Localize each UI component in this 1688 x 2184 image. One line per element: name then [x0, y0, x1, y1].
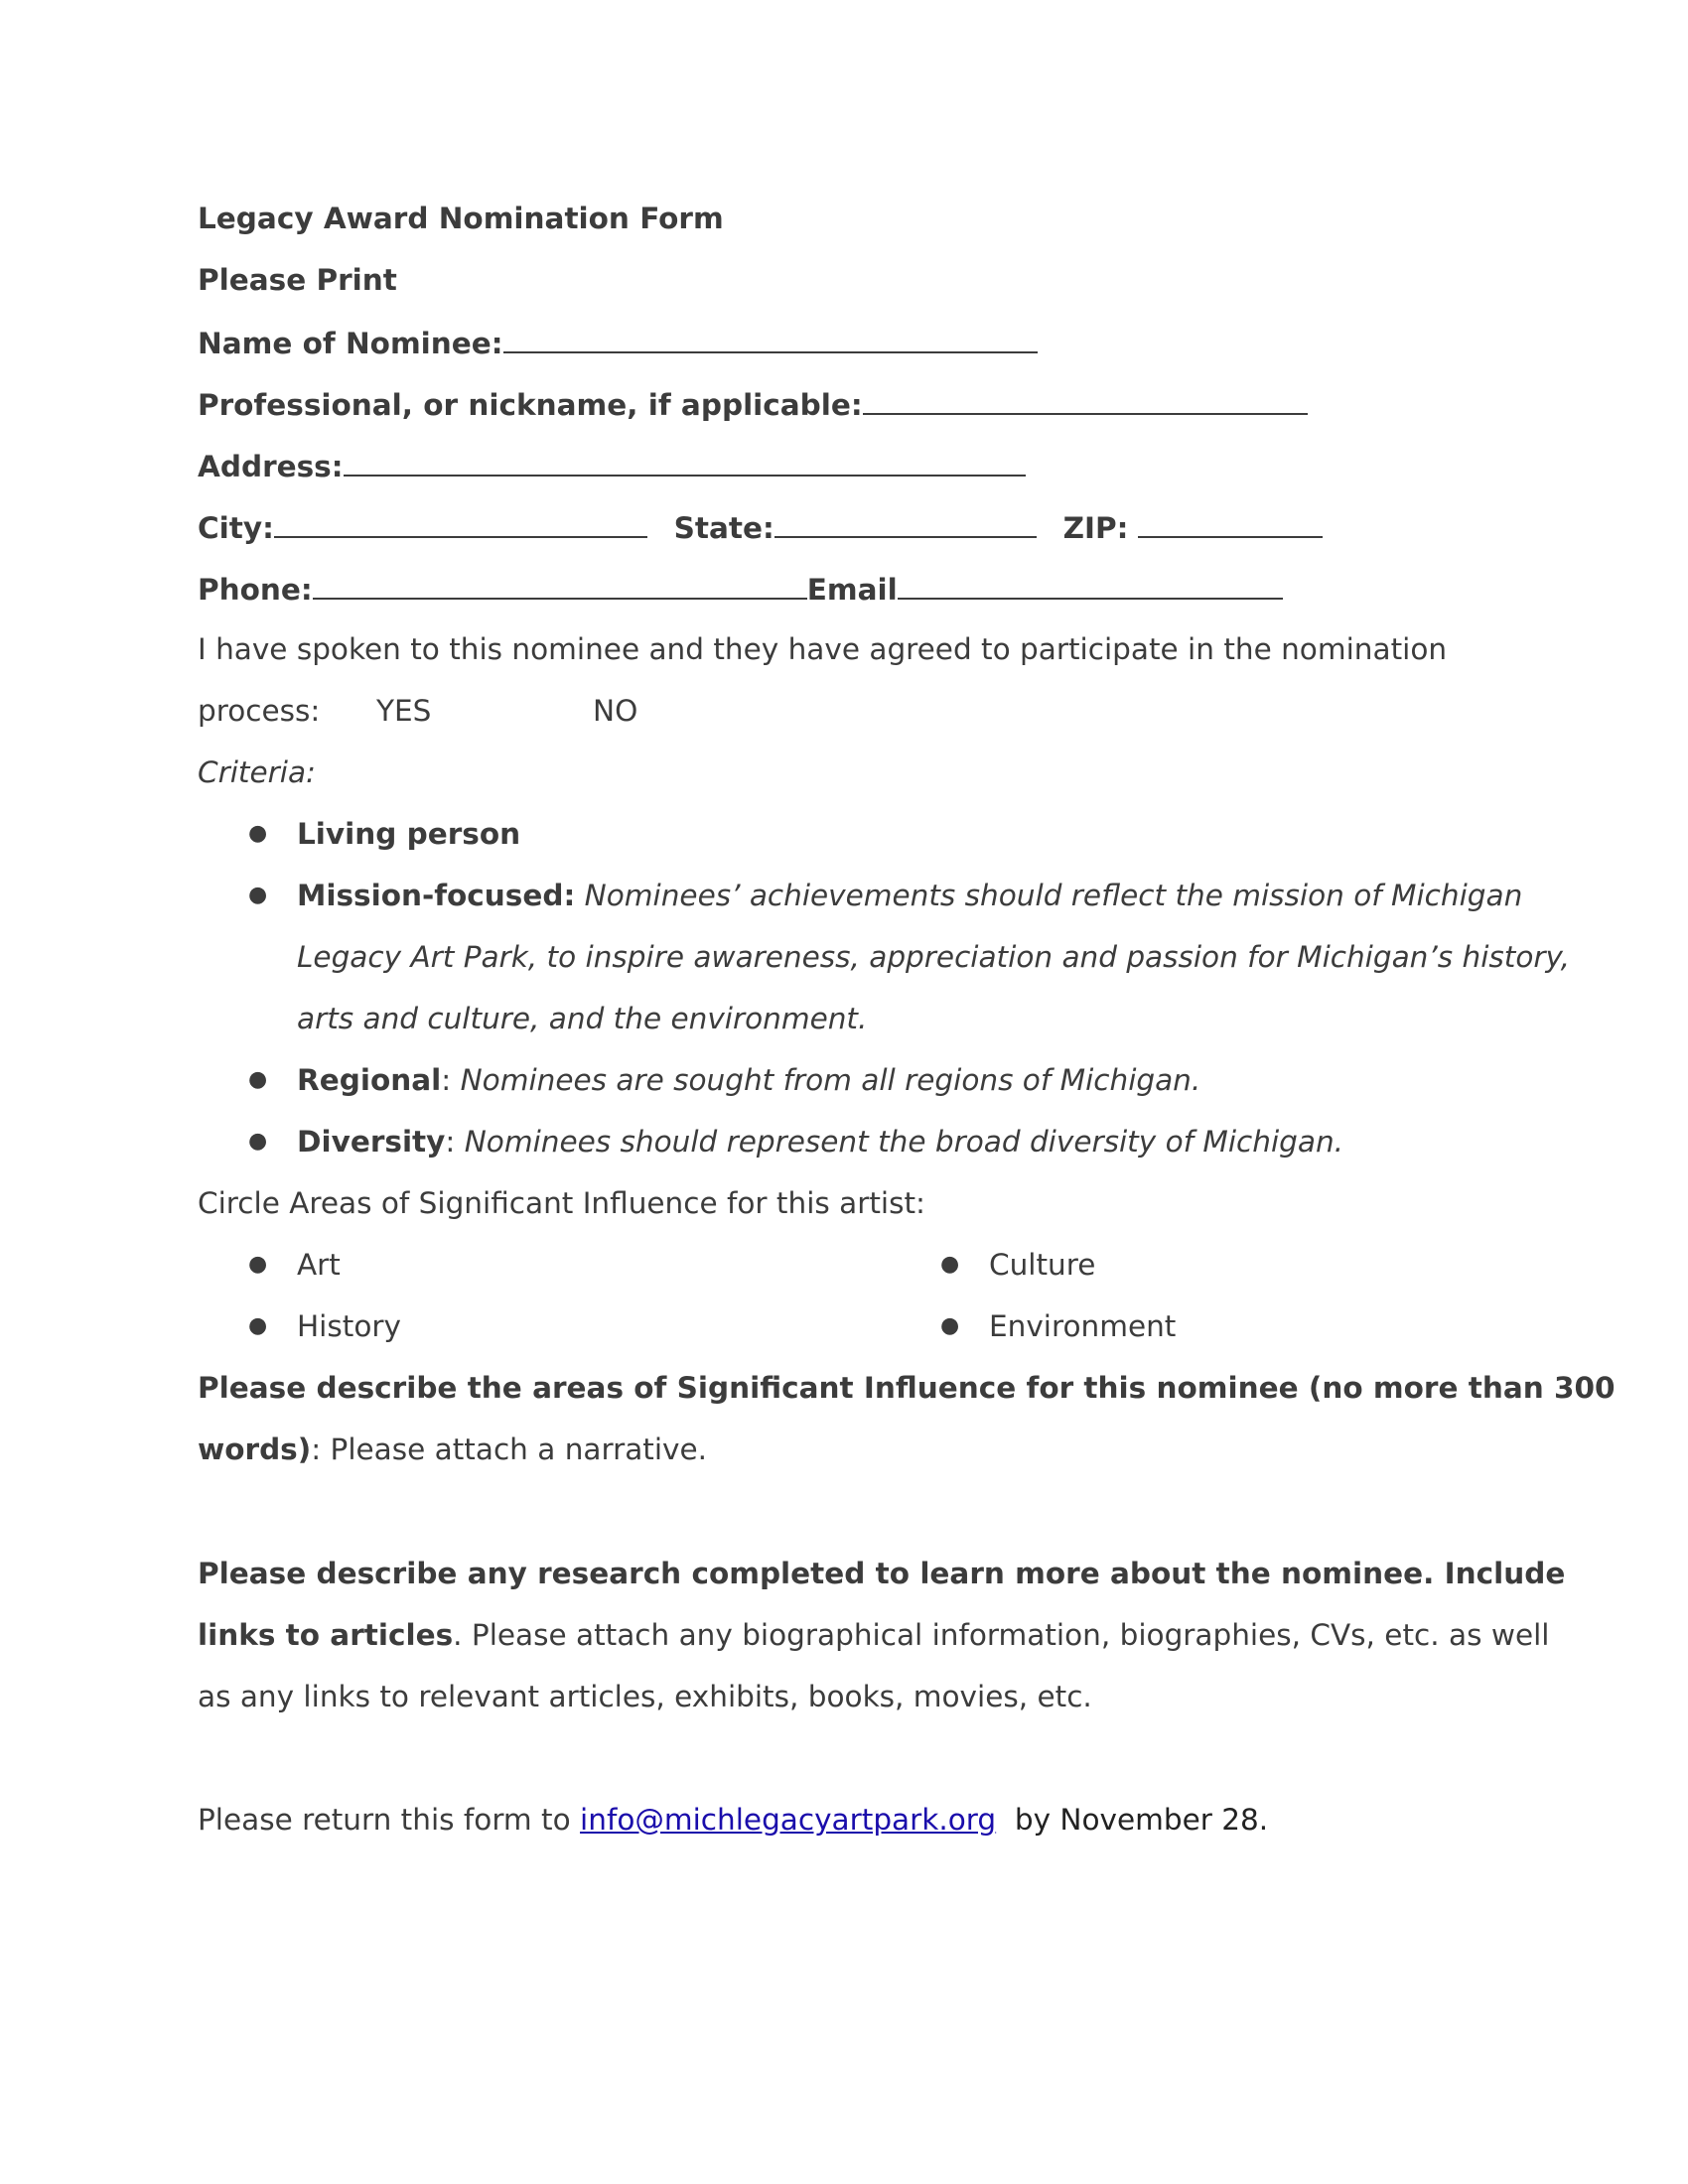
bullet-icon: ●: [940, 1252, 960, 1277]
influence-option-culture[interactable]: Culture: [989, 1248, 1096, 1282]
city-label: City:: [198, 511, 274, 545]
email-field[interactable]: [898, 568, 1283, 600]
influence-option-history[interactable]: History: [297, 1309, 401, 1343]
describe-influence-line-1: Please describe the areas of Significant Influence for this nominee (no more than 300: [198, 1371, 1616, 1405]
phone-email-row: [198, 568, 1283, 610]
criteria-diversity-label: Diversity: [297, 1125, 446, 1159]
email-label: Email: [806, 573, 898, 607]
bullet-icon: ●: [940, 1313, 960, 1338]
address-label: Address:: [198, 450, 344, 483]
city-state-zip-row: [198, 506, 1323, 548]
consent-line-2: [198, 691, 638, 731]
consent-yes-option[interactable]: YES: [376, 694, 432, 728]
return-email-link[interactable]: info@michlegacyartpark.org: [580, 1803, 997, 1837]
bullet-icon: ●: [248, 821, 268, 846]
city-field[interactable]: [274, 506, 647, 538]
consent-no-option[interactable]: NO: [593, 694, 638, 728]
describe-research-line-3: as any links to relevant articles, exhibits, books, movies, etc.: [198, 1680, 1092, 1713]
influence-heading: Circle Areas of Significant Influence for this artist:: [198, 1186, 925, 1220]
address-row: [198, 445, 1026, 486]
nominee-field[interactable]: [503, 322, 1038, 353]
nickname-row: [198, 383, 1308, 425]
criteria-diversity-text: Nominees should represent the broad diversity of Michigan.: [464, 1125, 1344, 1159]
form-subtitle: Please Print: [198, 263, 397, 297]
bullet-icon: ●: [248, 883, 268, 907]
describe-influence-line-2: [198, 1430, 707, 1469]
bullet-icon: ●: [248, 1129, 268, 1154]
return-prefix: Please return this form to: [198, 1803, 581, 1837]
address-field[interactable]: [344, 445, 1026, 477]
criteria-regional-sep: :: [441, 1063, 452, 1097]
zip-label: ZIP:: [1062, 511, 1129, 545]
nickname-label: Professional, or nickname, if applicable:: [198, 388, 863, 422]
criteria-mission-line-1: [297, 876, 1522, 915]
form-title: Legacy Award Nomination Form: [198, 202, 724, 235]
criteria-diversity: [297, 1122, 1343, 1161]
state-field[interactable]: [774, 506, 1037, 538]
describe-research-attach: . Please attach any biographical information, biographies, CVs, etc. as well: [453, 1618, 1550, 1652]
describe-influence-words: words): [198, 1433, 312, 1466]
return-instructions: [198, 1800, 1268, 1840]
bullet-icon: ●: [248, 1067, 268, 1092]
bullet-icon: ●: [248, 1252, 268, 1277]
nominee-row: [198, 322, 1038, 363]
phone-field[interactable]: [313, 568, 807, 600]
consent-process-label: process:: [198, 694, 321, 728]
consent-line-1: I have spoken to this nominee and they have agreed to participate in the nomination: [198, 632, 1448, 666]
state-label: State:: [673, 511, 774, 545]
nickname-field[interactable]: [863, 383, 1308, 415]
return-deadline: by November 28.: [996, 1803, 1269, 1837]
criteria-regional-text: Nominees are sought from all regions of Michigan.: [460, 1063, 1201, 1097]
describe-research-line-2: [198, 1615, 1550, 1655]
criteria-heading: Criteria:: [198, 755, 316, 789]
influence-option-art[interactable]: Art: [297, 1248, 341, 1282]
describe-influence-attach: : Please attach a narrative.: [311, 1433, 708, 1466]
influence-option-environment[interactable]: Environment: [989, 1309, 1177, 1343]
phone-label: Phone:: [198, 573, 313, 607]
criteria-mission-line-3: arts and culture, and the environment.: [297, 1002, 868, 1035]
describe-research-line-1: Please describe any research completed to learn more about the nominee. Include: [198, 1557, 1566, 1590]
criteria-living-person: Living person: [297, 817, 521, 851]
criteria-mission-label: Mission-focused:: [297, 879, 576, 912]
nominee-label: Name of Nominee:: [198, 327, 503, 360]
criteria-mission-line-2: Legacy Art Park, to inspire awareness, appreciation and passion for Michigan’s history,: [297, 940, 1571, 974]
criteria-mission-text-1: Nominees’ achievements should reflect the mission of Michigan: [584, 879, 1523, 912]
criteria-regional: [297, 1060, 1200, 1100]
describe-research-links: links to articles: [198, 1618, 454, 1652]
criteria-diversity-sep: :: [445, 1125, 456, 1159]
criteria-regional-label: Regional: [297, 1063, 442, 1097]
bullet-icon: ●: [248, 1313, 268, 1338]
zip-field[interactable]: [1138, 506, 1323, 538]
